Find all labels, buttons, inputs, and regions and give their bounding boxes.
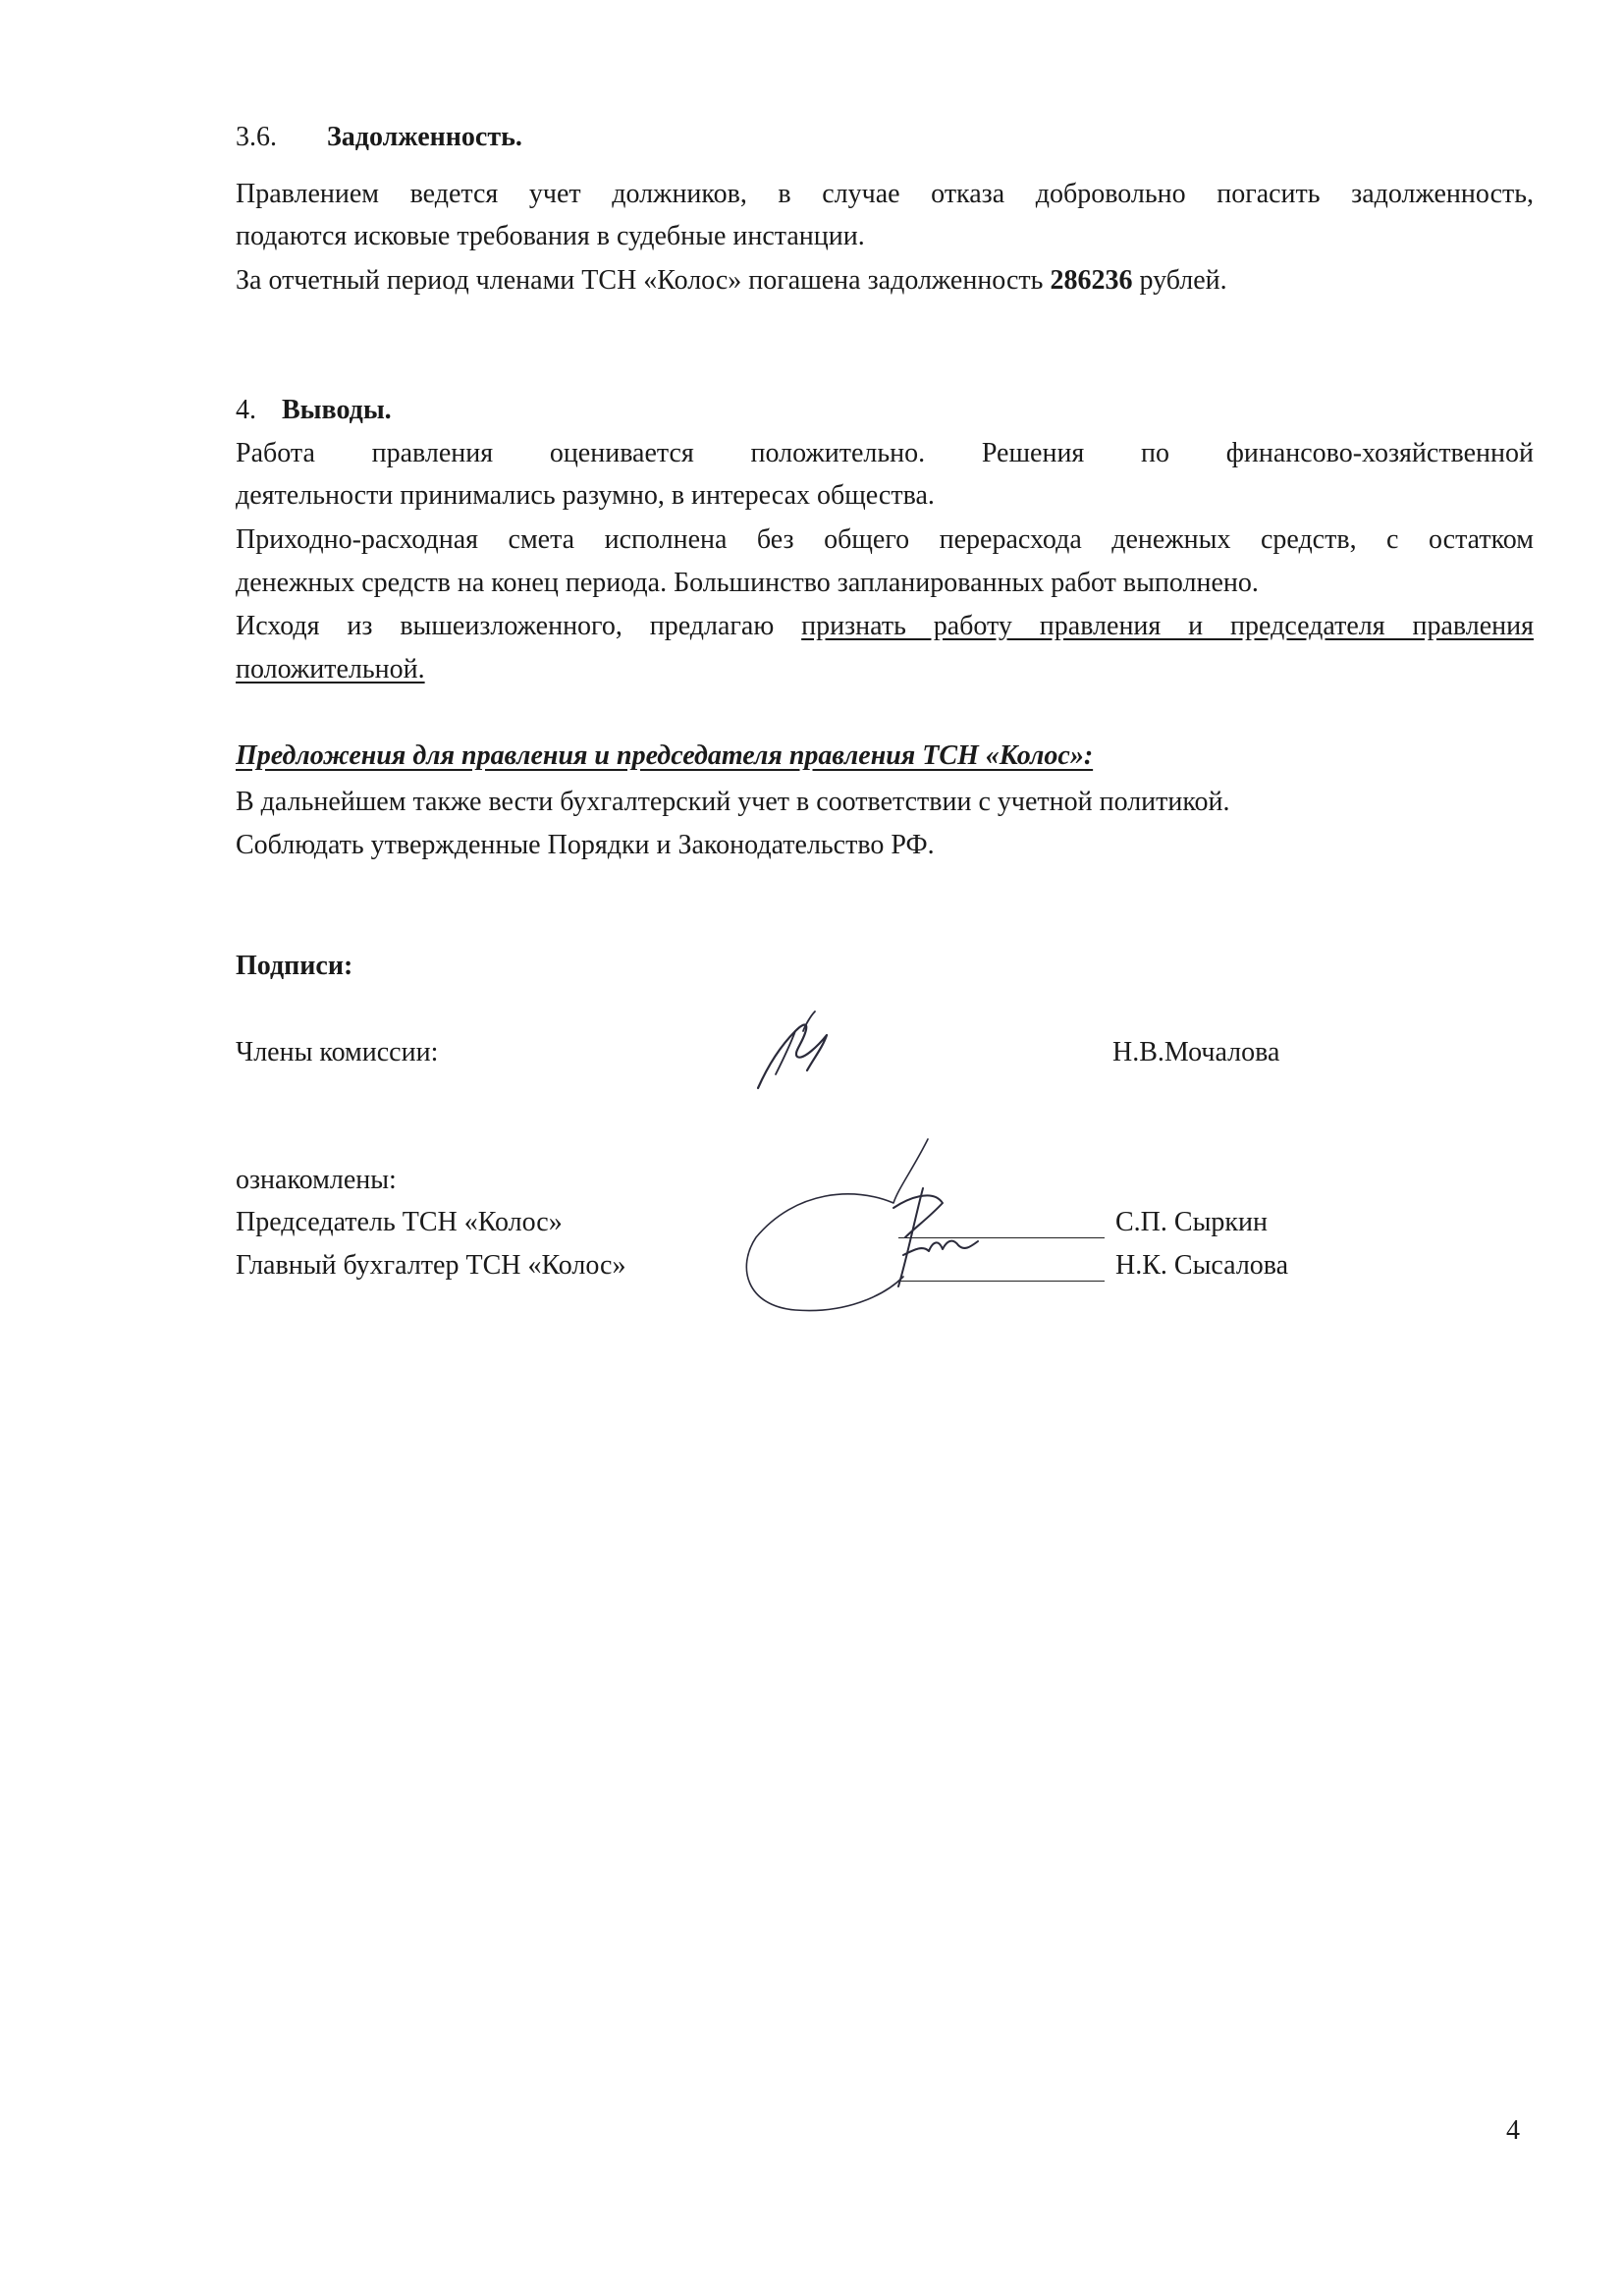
chairman-label: Председатель ТСН «Колос» [236, 1207, 563, 1237]
section-4-p3-text: Исходя из вышеизложенного, предлагаю [236, 611, 802, 641]
section-4-conclusion-underlined: признать работу правления и председателя правления [801, 611, 1535, 641]
chairman-signature [736, 1129, 1060, 1326]
section-4-p1-line-2: деятельности принимались разумно, в интересах общества. [236, 480, 935, 511]
repaid-debt-amount: 286236 [1050, 265, 1133, 296]
chairman-name: С.П. Сыркин [1115, 1207, 1268, 1237]
section-3-6-line-2: подаются исковые требования в судебные инстанции. [236, 221, 865, 251]
proposals-line-2: Соблюдать утвержденные Порядки и Законодательство РФ. [236, 830, 935, 860]
section-4-p1-line-1: Работа правления оценивается положительно. Решения по финансово-хозяйственной [236, 438, 1534, 468]
section-3-6-line-3 [236, 259, 1227, 302]
commission-signature [746, 992, 864, 1100]
accountant-label: Главный бухгалтер ТСН «Колос» [236, 1250, 626, 1281]
section-4-p2-line-1: Приходно-расходная смета исполнена без общего перерасхода денежных средств, с остатком [236, 524, 1534, 555]
accountant-name: Н.К. Сысалова [1115, 1250, 1289, 1281]
proposals-line-1: В дальнейшем также вести бухгалтерский учет в соответствии с учетной политикой. [236, 787, 1230, 817]
section-4-number: 4. [236, 395, 256, 425]
section-3-6-line-3-suffix: рублей. [1132, 265, 1227, 296]
section-3-6-line-3-text: За отчетный период членами ТСН «Колос» погашена задолженность [236, 265, 1051, 296]
section-3-6-line-1: Правлением ведется учет должников, в случае отказа добровольно погасить задолженность, [236, 179, 1534, 209]
page-number: 4 [1506, 2115, 1520, 2146]
section-3-6-number: 3.6. [236, 122, 277, 152]
acquainted-label: ознакомлены: [236, 1165, 397, 1195]
section-4-conclusion-underlined-end: положительной. [236, 654, 425, 684]
signatures-title: Подписи: [236, 951, 353, 981]
section-3-6-title: Задолженность. [327, 122, 522, 152]
section-4-p2-line-2: денежных средств на конец периода. Большинство запланированных работ выполнено. [236, 568, 1259, 598]
section-4-p3-line-1 [236, 605, 1534, 648]
section-4-title: Выводы. [282, 395, 392, 425]
commission-label: Члены комиссии: [236, 1037, 439, 1067]
commission-member-name: Н.В.Мочалова [1112, 1037, 1280, 1067]
proposals-title: Предложения для правления и председателя правления ТСН «Колос»: [236, 740, 1094, 771]
